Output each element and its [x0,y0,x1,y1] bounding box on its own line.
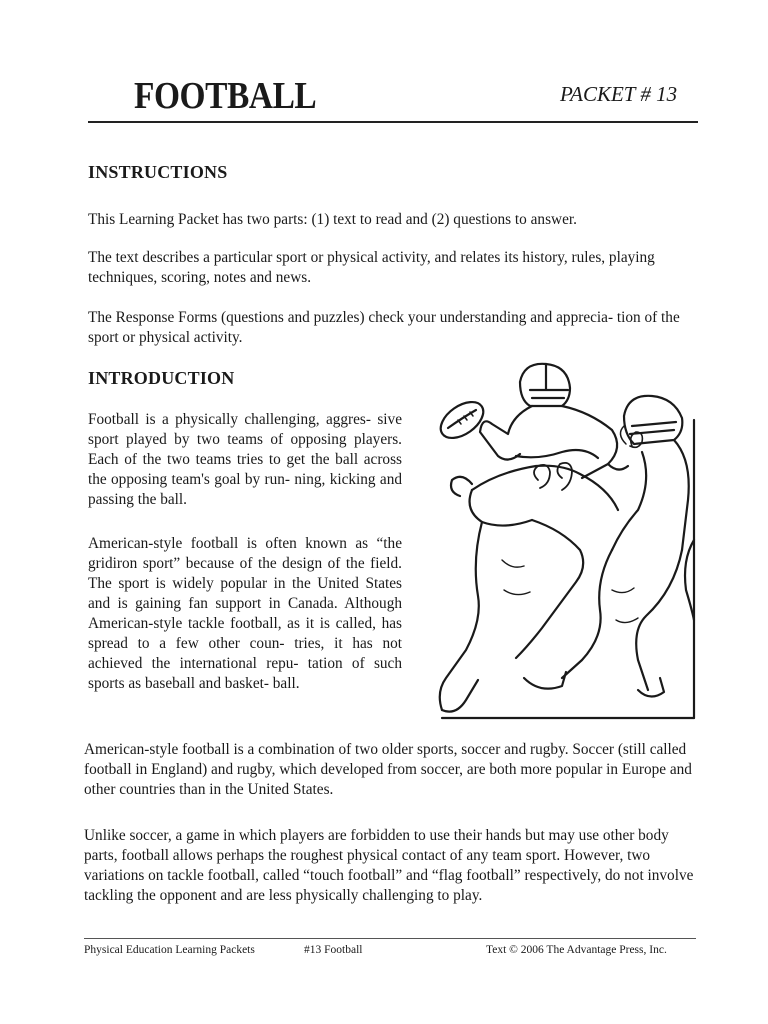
footer-rule [84,938,696,939]
instructions-paragraph-3: The Response Forms (questions and puzzles) check your understanding and apprecia- tion of the sport or physical activity. [88,309,680,346]
introduction-paragraph-4: Unlike soccer, a game in which players are forbidden to use their hands but may use other body parts, football allows perhaps the roughest physical contact of any team sport. However, two variations on tackle football, called “touch football” and “flag football” respectively, do not involve tackling the opponent and are less physically challenging to play. [84,827,694,904]
instructions-heading: INSTRUCTIONS [88,162,228,182]
introduction-paragraph-3: American-style football is a combination of two older sports, soccer and rugby. Soccer (still called football in England) and rugby, which developed from soccer, are both more popular in Europe and other countries than in the United States. [84,741,692,798]
title-rule [88,121,698,123]
introduction-heading: INTRODUCTION [88,368,235,388]
instructions-paragraph-2: The text describes a particular sport or physical activity, and relates its history, rules, playing techniques, scoring, notes and news. [88,249,655,286]
packet-number: PACKET # 13 [560,82,678,106]
introduction-paragraph-2: American-style football is often known as “the gridiron sport” because of the design of the field. The sport is widely popular in the United States and is gaining fan support in Canada. Although American-style tackle football, as it is called, has spread to a few other coun- tries, it has not achieved the international repu- tation of such sports as baseball and basket- ball. [88,535,402,692]
page-title: FOOTBALL [134,75,317,117]
football-players-tackle-illustration [412,360,696,722]
footer-series: Physical Education Learning Packets [84,944,255,956]
instructions-paragraph-1: This Learning Packet has two parts: (1) text to read and (2) questions to answer. [88,211,577,228]
footer-copyright: Text © 2006 The Advantage Press, Inc. [486,944,667,956]
introduction-paragraph-1: Football is a physically challenging, aggres- sive sport played by two teams of opposing players. Each of the two teams tries to get the ball across the opposing team's goal by run- ning, kicking and passing the ball. [88,411,402,508]
footer-packet-title: #13 Football [304,944,363,956]
